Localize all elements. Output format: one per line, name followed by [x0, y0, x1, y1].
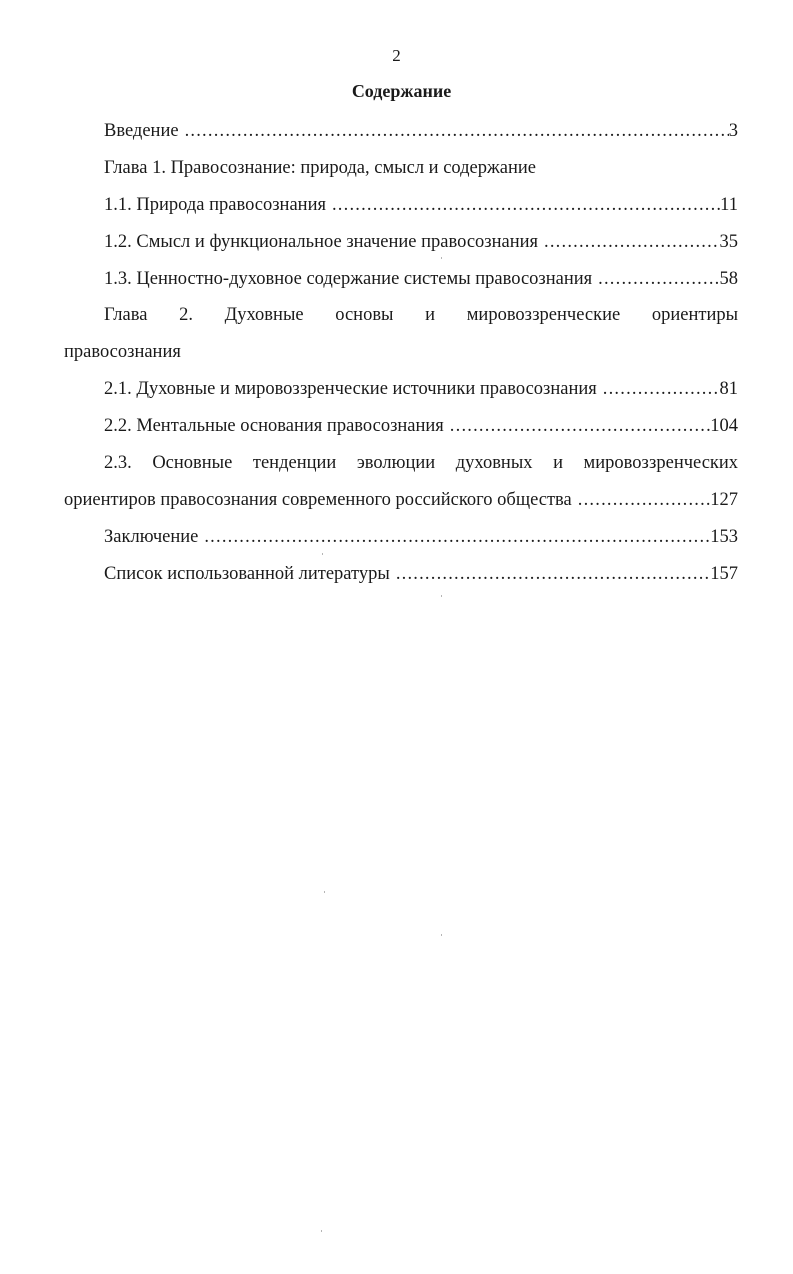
toc-entry-label: 1.3. Ценностно-духовное содержание системы правосознания — [104, 268, 593, 289]
heading-word: ориентиры — [651, 305, 739, 326]
entry-word: и — [553, 453, 563, 474]
scan-speck — [322, 553, 323, 555]
table-of-contents — [64, 113, 738, 593]
toc-entry-page: 11 — [720, 194, 738, 215]
toc-entry-bibliography — [64, 556, 738, 593]
toc-entry-2-2 — [64, 408, 738, 445]
page-number: 2 — [392, 46, 401, 65]
entry-word: мировоззренческих — [583, 453, 739, 474]
scan-speck — [321, 1230, 322, 1232]
entry-word: эволюции — [356, 453, 436, 474]
dot-leader — [185, 113, 729, 150]
toc-entry-label: 1.2. Смысл и функциональное значение правосознания — [104, 231, 539, 252]
toc-entry-label: ориентиров правосознания современного российского общества — [64, 489, 572, 510]
toc-entry-1-1 — [64, 187, 738, 224]
dot-leader — [603, 371, 720, 408]
toc-entry-page: 157 — [710, 563, 738, 584]
toc-entry-page: 58 — [719, 268, 738, 289]
toc-chapter-2-heading-continuation: правосознания — [64, 342, 181, 363]
toc-entry-2-3-first-line — [64, 445, 738, 482]
toc-entry-introduction — [64, 113, 738, 150]
toc-entry-page: 127 — [710, 489, 738, 510]
toc-chapter-2-heading — [64, 297, 738, 334]
toc-entry-conclusion — [64, 519, 738, 556]
scan-speck — [441, 257, 442, 259]
toc-entry-page: 153 — [710, 526, 738, 547]
entry-word: тенденции — [252, 453, 337, 474]
toc-chapter-1-heading: Глава 1. Правосознание: природа, смысл и содержание — [104, 157, 537, 178]
dot-leader — [544, 224, 719, 261]
heading-word: 2. — [179, 305, 193, 326]
dot-leader — [204, 519, 710, 556]
toc-entry-label: Список использованной литературы — [104, 563, 390, 584]
heading-word: основы — [335, 305, 394, 326]
toc-entry-page: 3 — [728, 121, 738, 141]
scan-speck — [441, 934, 442, 936]
toc-entry-2-3-second-line — [64, 482, 738, 519]
entry-word: Основные — [152, 453, 233, 474]
toc-title: Содержание — [351, 81, 452, 101]
heading-word: мировоззренческие — [466, 305, 621, 326]
scan-speck — [324, 891, 325, 893]
dot-leader — [598, 261, 719, 298]
toc-entry-page: 35 — [719, 231, 738, 252]
toc-entry-1-3 — [64, 261, 738, 298]
dot-leader — [332, 187, 720, 224]
toc-entry-2-1 — [64, 371, 738, 408]
toc-entry-label: Заключение — [104, 526, 199, 547]
heading-word: Глава — [104, 305, 148, 326]
heading-word: и — [425, 305, 436, 326]
dot-leader — [578, 482, 710, 519]
entry-word: 2.3. — [104, 453, 132, 474]
entry-word: духовных — [455, 453, 533, 474]
dot-leader — [396, 556, 710, 593]
toc-entry-label: 2.1. Духовные и мировоззренческие источники правосознания — [104, 379, 597, 400]
dot-leader — [450, 408, 710, 445]
toc-entry-page: 104 — [710, 416, 738, 437]
toc-entry-label: 1.1. Природа правосознания — [104, 194, 326, 215]
toc-entry-1-2 — [64, 224, 738, 261]
toc-entry-page: 81 — [719, 379, 738, 400]
toc-entry-label: 2.2. Ментальные основания правосознания — [104, 416, 444, 437]
heading-word: Духовные — [224, 305, 304, 326]
scan-speck — [441, 595, 442, 597]
toc-entry-label: Введение — [104, 121, 179, 141]
